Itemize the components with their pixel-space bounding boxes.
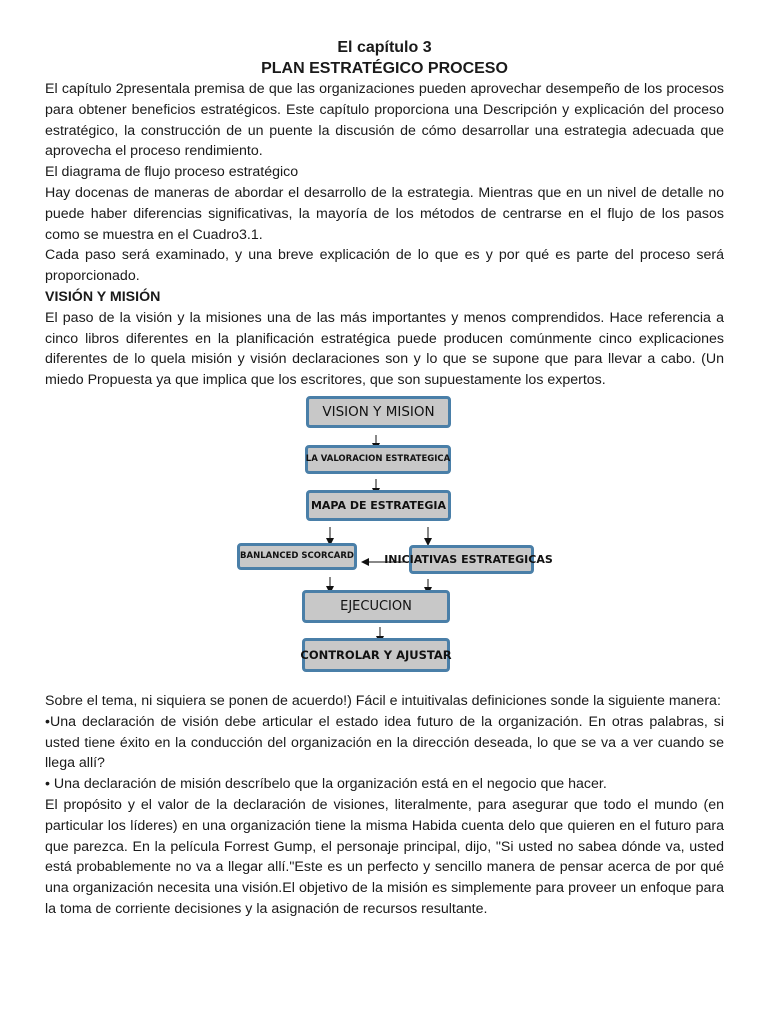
box-mapa-estrategia: MAPA DE ESTRATEGIA bbox=[306, 490, 451, 521]
intro-paragraph: El capítulo 2presentala premisa de que las organizaciones pueden aprovechar desempeño de los procesos para obtener beneficios estratégicos. Este capítulo proporciona una Descripción y explicación del proceso estratégico, la construcción de un puente la discusión de cómo desarrollar una estrategia adecuada que aprovecha el proceso rendimiento. bbox=[45, 81, 724, 160]
box-ejecucion: EJECUCION bbox=[302, 590, 450, 623]
box-valoracion-estrategica: LA VALORACION ESTRATEGICA bbox=[305, 445, 451, 474]
methods-paragraph: Hay docenas de maneras de abordar el desarrollo de la estrategia. Mientras que en un nivel de detalle no puede haber diferencias significativas, la mayoría de los métodos de centrarse en el flujo de los pasos como se muestra en el Cuadro3.1. bbox=[45, 184, 724, 243]
flow-line: El diagrama de flujo proceso estratégico bbox=[45, 164, 299, 181]
purpose-paragraph: El propósito y el valor de la declaración de visiones, literalmente, para asegurar que todo el mundo (en particular los líderes) en una organización tiene la misma Habida cuenta delo que quieren en el futuro para que parezca. En la película Forrest Gump, el personaje principal, dijo, "Si usted no sabea dónde va, usted está probablemente no va a llegar allí."Este es un perfecto y sencillo manera de pensar acerca de por qué una organización necesita una visión.El objetivo de la misión es simplemente para proveer un enfoque para la toma de corriente decisiones y la asignación de recursos resultante. bbox=[45, 796, 724, 917]
box-balanced-scorecard: BANLANCED SCORCARD bbox=[237, 543, 357, 570]
section-heading: VISIÓN Y MISIÓN bbox=[45, 288, 161, 305]
chapter-title: El capítulo 3 bbox=[337, 39, 432, 56]
box-vision-mision: VISION Y MISION bbox=[306, 396, 451, 428]
chapter-subtitle: PLAN ESTRATÉGICO PROCESO bbox=[261, 60, 508, 77]
box-iniciativas-estrategicas: INICIATIVAS ESTRATEGICAS bbox=[409, 545, 534, 574]
box-controlar-ajustar: CONTROLAR Y AJUSTAR bbox=[302, 638, 450, 672]
vision-bullet: •Una declaración de visión debe articular el estado idea futuro de la organización. En otras palabras, si usted tiene éxito en la conducción del organización en la dirección deseada, lo que se va a ver cuando se llega allí? bbox=[45, 713, 724, 772]
strategy-flow-diagram bbox=[45, 391, 725, 691]
steps-paragraph: Cada paso será examinado, y una breve explicación de lo que es y por qué es parte del proceso será proporcionado. bbox=[45, 247, 724, 285]
agreement-paragraph: Sobre el tema, ni siquiera se ponen de acuerdo!) Fácil e intuitivalas definiciones sonde la siguiente manera: bbox=[45, 692, 721, 709]
vision-paragraph: El paso de la visión y la misiones una de las más importantes y menos comprendidos. Hace referencia a cinco libros diferentes en la planificación estratégica puede producen comúnmente cinco explicaciones diferentes de lo quela misión y visión declaraciones son y lo que se supone que para llevar a cabo. (Un miedo Propuesta ya que implica que los escritores, que son supuestamente los expertos. bbox=[45, 309, 724, 389]
mission-bullet: • Una declaración de misión descríbelo que la organización está en el negocio que hacer. bbox=[45, 776, 607, 793]
